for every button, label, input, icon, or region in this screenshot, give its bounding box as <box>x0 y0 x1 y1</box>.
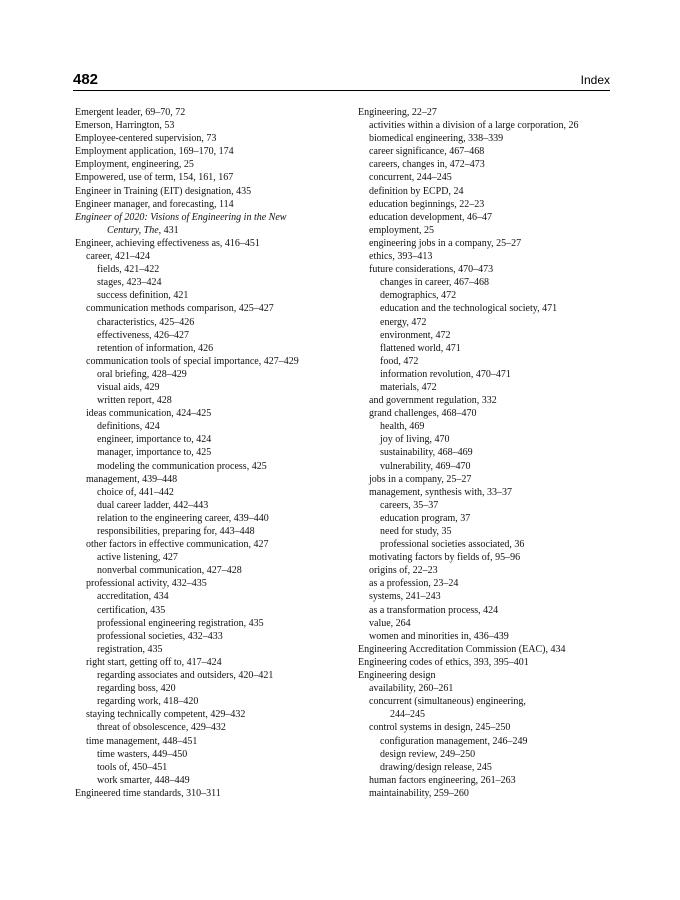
index-entry: joy of living, 470 <box>380 434 450 446</box>
index-entry: motivating factors by fields of, 95–96 <box>369 552 521 564</box>
page-number: 482 <box>73 71 99 88</box>
index-entry: maintainability, 259–260 <box>369 787 469 799</box>
index-entry: Employment application, 169–170, 174 <box>75 146 234 158</box>
index-entry: choice of, 441–442 <box>97 486 174 498</box>
index-entry: definitions, 424 <box>97 421 160 433</box>
header-rule <box>73 90 610 91</box>
index-entry: education beginnings, 22–23 <box>369 198 485 210</box>
index-entry: education program, 37 <box>380 512 471 524</box>
index-entry: biomedical engineering, 338–339 <box>369 133 504 145</box>
index-entry: tools of, 450–451 <box>97 761 168 773</box>
index-entry: environment, 472 <box>380 329 451 341</box>
index-entry: responsibilities, preparing for, 443–448 <box>97 526 255 537</box>
index-entry: human factors engineering, 261–263 <box>369 774 516 786</box>
index-entry: education and the technological society, 471 <box>380 303 558 315</box>
index-entry <box>75 224 345 237</box>
index-entry: Employee-centered supervision, 73 <box>75 133 217 145</box>
index-entry: management, synthesis with, 33–37 <box>369 486 513 498</box>
index-entry: Engineer manager, and forecasting, 114 <box>75 198 234 210</box>
index-entry: and government regulation, 332 <box>369 395 497 407</box>
index-entry: time management, 448–451 <box>86 735 198 747</box>
index-entry: certification, 435 <box>97 604 166 616</box>
index-entry: activities within a division of a large corporation, 26 <box>369 120 579 132</box>
index-entry: Empowered, use of term, 154, 161, 167 <box>75 172 234 184</box>
index-entry: management, 439–448 <box>86 473 178 485</box>
index-column-left <box>75 106 345 800</box>
index-entry: health, 469 <box>380 421 425 433</box>
index-entry: characteristics, 425–426 <box>97 316 195 328</box>
index-entry: professional societies, 432–433 <box>97 630 223 642</box>
index-entry: fields, 421–422 <box>97 264 160 276</box>
index-entry: time wasters, 449–450 <box>97 748 188 760</box>
index-entry: food, 472 <box>380 355 419 367</box>
index-entry: Emergent leader, 69–70, 72 <box>75 107 186 118</box>
index-entry: sustainability, 468–469 <box>380 447 473 459</box>
index-entry: Engineering Accreditation Commission (EAC), 434 <box>358 643 566 655</box>
index-entry: modeling the communication process, 425 <box>97 460 267 472</box>
index-entry: stages, 423–424 <box>97 277 162 289</box>
index-entry: right start, getting off to, 417–424 <box>86 656 222 668</box>
index-entry: written report, 428 <box>97 395 172 407</box>
index-entry: definition by ECPD, 24 <box>369 185 464 197</box>
index-entry: Engineered time standards, 310–311 <box>75 787 221 799</box>
index-entry: need for study, 35 <box>380 526 452 537</box>
index-entry: energy, 472 <box>380 316 427 328</box>
index-entry: manager, importance to, 425 <box>97 447 212 459</box>
index-entry: accreditation, 434 <box>97 591 169 603</box>
index-entry: ideas communication, 424–425 <box>86 408 212 420</box>
index-entry: regarding associates and outsiders, 420–421 <box>97 670 274 682</box>
index-entry: professional engineering registration, 435 <box>97 617 264 629</box>
index-entry: Engineering codes of ethics, 393, 395–401 <box>358 656 529 668</box>
index-entry: future considerations, 470–473 <box>369 264 494 276</box>
index-entry: employment, 25 <box>369 224 434 236</box>
index-entry: control systems in design, 245–250 <box>369 722 511 734</box>
index-entry: dual career ladder, 442–443 <box>97 499 209 511</box>
index-entry: design review, 249–250 <box>380 748 476 760</box>
index-entry: vulnerability, 469–470 <box>380 460 471 472</box>
index-entry: systems, 241–243 <box>369 591 441 603</box>
index-entry: ethics, 393–413 <box>369 251 433 263</box>
index-entry: grand challenges, 468–470 <box>369 408 477 420</box>
index-entry: Engineer of 2020: Visions of Engineering in the New <box>75 211 287 223</box>
page-header <box>73 70 610 90</box>
index-entry: success definition, 421 <box>97 290 189 302</box>
index-entry: retention of information, 426 <box>97 342 214 354</box>
index-entry: career, 421–424 <box>86 251 151 263</box>
index-entry: threat of obsolescence, 429–432 <box>97 722 226 734</box>
index-entry: communication methods comparison, 425–427 <box>86 303 274 315</box>
index-entry: engineering jobs in a company, 25–27 <box>369 237 522 249</box>
index-entry: value, 264 <box>369 617 411 629</box>
index-entry-pages: , 431 <box>158 224 179 236</box>
index-entry: regarding boss, 420 <box>97 683 176 695</box>
index-entry: origins of, 22–23 <box>369 565 438 577</box>
running-head: Index <box>580 73 610 87</box>
index-entry: other factors in effective communication, 427 <box>86 539 269 551</box>
index-entry: Employment, engineering, 25 <box>75 159 194 171</box>
index-entry-title: Century, The <box>107 224 159 236</box>
index-entry: visual aids, 429 <box>97 381 160 393</box>
index-entry: registration, 435 <box>97 643 163 655</box>
index-entry: staying technically competent, 429–432 <box>86 709 246 721</box>
index-entry: professional activity, 432–435 <box>86 578 207 590</box>
index-entry: Engineer in Training (EIT) designation, 435 <box>75 185 252 197</box>
index-entry: women and minorities in, 436–439 <box>369 630 509 642</box>
index-entry: effectiveness, 426–427 <box>97 329 190 341</box>
index-entry: jobs in a company, 25–27 <box>369 473 472 485</box>
index-entry: flattened world, 471 <box>380 342 461 354</box>
index-entry: concurrent, 244–245 <box>369 172 452 184</box>
index-entry: as a profession, 23–24 <box>369 578 459 590</box>
index-entry: Engineering design <box>358 670 436 682</box>
index-entry: configuration management, 246–249 <box>380 735 528 747</box>
index-entry: Emerson, Harrington, 53 <box>75 120 175 132</box>
index-entry: availability, 260–261 <box>369 683 454 695</box>
index-entry: Engineering, 22–27 <box>358 107 437 118</box>
index-entry: regarding work, 418–420 <box>97 696 199 708</box>
index-entry: education development, 46–47 <box>369 211 493 223</box>
index-entry: careers, 35–37 <box>380 499 439 511</box>
index-entry: drawing/design release, 245 <box>380 761 492 773</box>
index-entry: professional societies associated, 36 <box>380 539 525 551</box>
index-entry: materials, 472 <box>380 381 437 393</box>
index-entry: oral briefing, 428–429 <box>97 368 187 380</box>
index-entry: active listening, 427 <box>97 552 178 564</box>
index-entry: Engineer, achieving effectiveness as, 416–451 <box>75 237 260 249</box>
index-entry: as a transformation process, 424 <box>369 604 499 616</box>
index-entry: communication tools of special importance, 427–429 <box>86 355 299 367</box>
index-entry: careers, changes in, 472–473 <box>369 159 485 171</box>
index-entry: work smarter, 448–449 <box>97 774 190 786</box>
index-entry: concurrent (simultaneous) engineering, <box>369 696 526 708</box>
index-entry: career significance, 467–468 <box>369 146 485 158</box>
index-entry: nonverbal communication, 427–428 <box>97 565 242 577</box>
index-entry: 244–245 <box>390 709 425 721</box>
index-column-right <box>358 106 618 800</box>
index-entry: demographics, 472 <box>380 290 457 302</box>
index-entry: changes in career, 467–468 <box>380 277 489 289</box>
index-entry: relation to the engineering career, 439–440 <box>97 512 269 524</box>
index-entry: engineer, importance to, 424 <box>97 434 212 446</box>
index-entry: information revolution, 470–471 <box>380 368 511 380</box>
